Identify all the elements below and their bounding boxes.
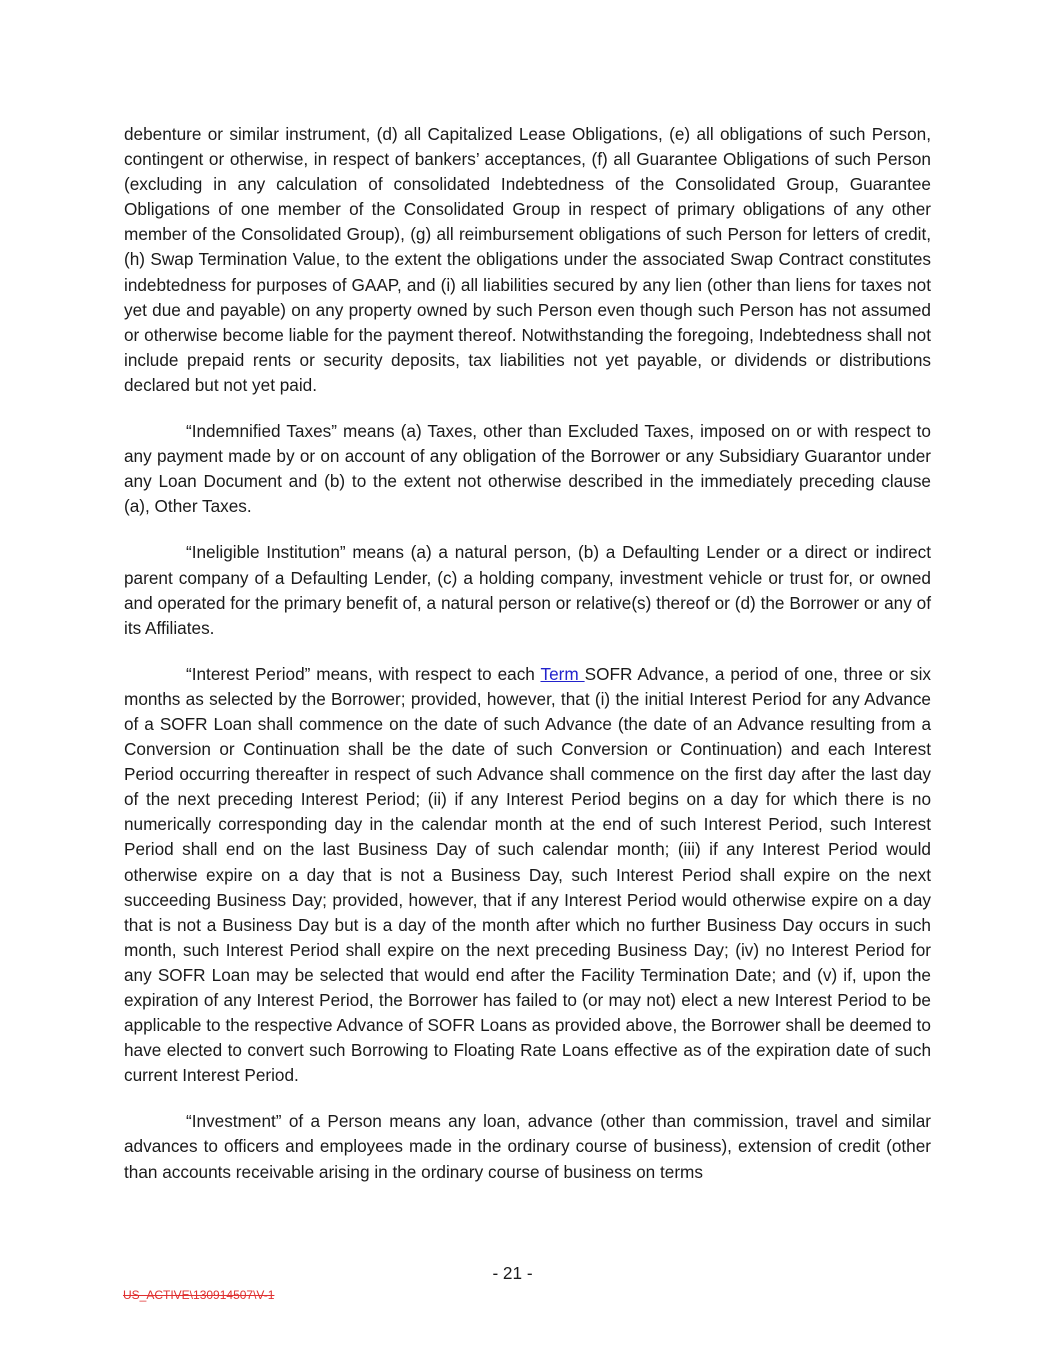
term-link[interactable]: Term <box>540 663 585 684</box>
document-body <box>124 122 931 1206</box>
interest-period-text-rest: SOFR Advance, a period of one, three or six months as selected by the Borrower; provided, however, that (i) the initial Interest Period for any Advance of a SOFR Loan shall commence on the date of such Advance (the date of an Advance resulting from a Conversion or Continuation shall be the date of such Conversion or Continuation) and each Interest Period occurring thereafter in respect of such Advance shall commence on the first day after the last day of the next preceding Interest Period; (ii) if any Interest Period begins on a day for which there is no numerically corresponding day in the calendar month at the end of such Interest Period, such Interest Period shall end on the last Business Day of such calendar month; (iii) if any Interest Period would otherwise expire on a day that is not a Business Day, such Interest Period shall expire on the next succeeding Business Day; provided, however, that if any Interest Period would otherwise expire on a day that is not a Business Day but is a day of the month after which no further Business Day occurs in such month, such Interest Period shall expire on the next preceding Business Day; (iv) no Interest Period for any SOFR Loan may be selected that would end after the Facility Termination Date; and (v) if, upon the expiration of any Interest Period, the Borrower has failed to (or may not) elect a new Interest Period to be applicable to the respective Advance of SOFR Loans as provided above, the Borrower shall be deemed to have elected to convert such Borrowing to Floating Rate Loans effective as of the expiration date of such current Interest Period. <box>124 663 932 1086</box>
indemnified-taxes-definition: “Indemnified Taxes” means (a) Taxes, other than Excluded Taxes, imposed on or with respect to any payment made by or on account of any obligation of the Borrower or any Subsidiary Guarantor under any Loan Document and (b) to the extent not otherwise described in the immediately preceding clause (a), Other Taxes. <box>124 421 931 517</box>
document-id-footer: US_ACTIVE\130914507\V-1 <box>123 1288 275 1302</box>
interest-period-text-start: “Interest Period” means, with respect to each <box>186 663 541 684</box>
ineligible-institution-definition: “Ineligible Institution” means (a) a natural person, (b) a Defaulting Lender or a direct or indirect parent company of a Defaulting Lender, (c) a holding company, investment vehicle or trust for, or owned and operated for the primary benefit of, a natural person or relative(s) thereof or (d) the Borrower or any of its Affiliates. <box>124 542 931 638</box>
interest-period-definition <box>124 662 931 1089</box>
indebtedness-continuation-paragraph: debenture or similar instrument, (d) all Capitalized Lease Obligations, (e) all obligations of such Person, contingent or otherwise, in respect of bankers’ acceptances, (f) all Guarantee Obligations of such Person (excluding in any calculation of consolidated Indebtedness of the Consolidated Group, Guarantee Obligations of one member of the Consolidated Group in respect of primary obligations of any other member of the Consolidated Group), (g) all reimbursement obligations of such Person for letters of credit, (h) Swap Termination Value, to the extent the obligations under the associated Swap Contract constitutes indebtedness for purposes of GAAP, and (i) all liabilities secured by any lien (other than liens for taxes not yet due and payable) on any property owned by such Person even though such Person has not assumed or otherwise become liable for the payment thereof. Notwithstanding the foregoing, Indebtedness shall not include prepaid rents or security deposits, tax liabilities not yet payable, or dividends or distributions declared but not yet paid. <box>124 124 931 395</box>
investment-definition: “Investment” of a Person means any loan, advance (other than commission, travel and similar advances to officers and employees made in the ordinary course of business), extension of credit (other than accounts receivable arising in the ordinary course of business on terms <box>124 1111 931 1182</box>
page-number: - 21 - <box>492 1263 533 1283</box>
